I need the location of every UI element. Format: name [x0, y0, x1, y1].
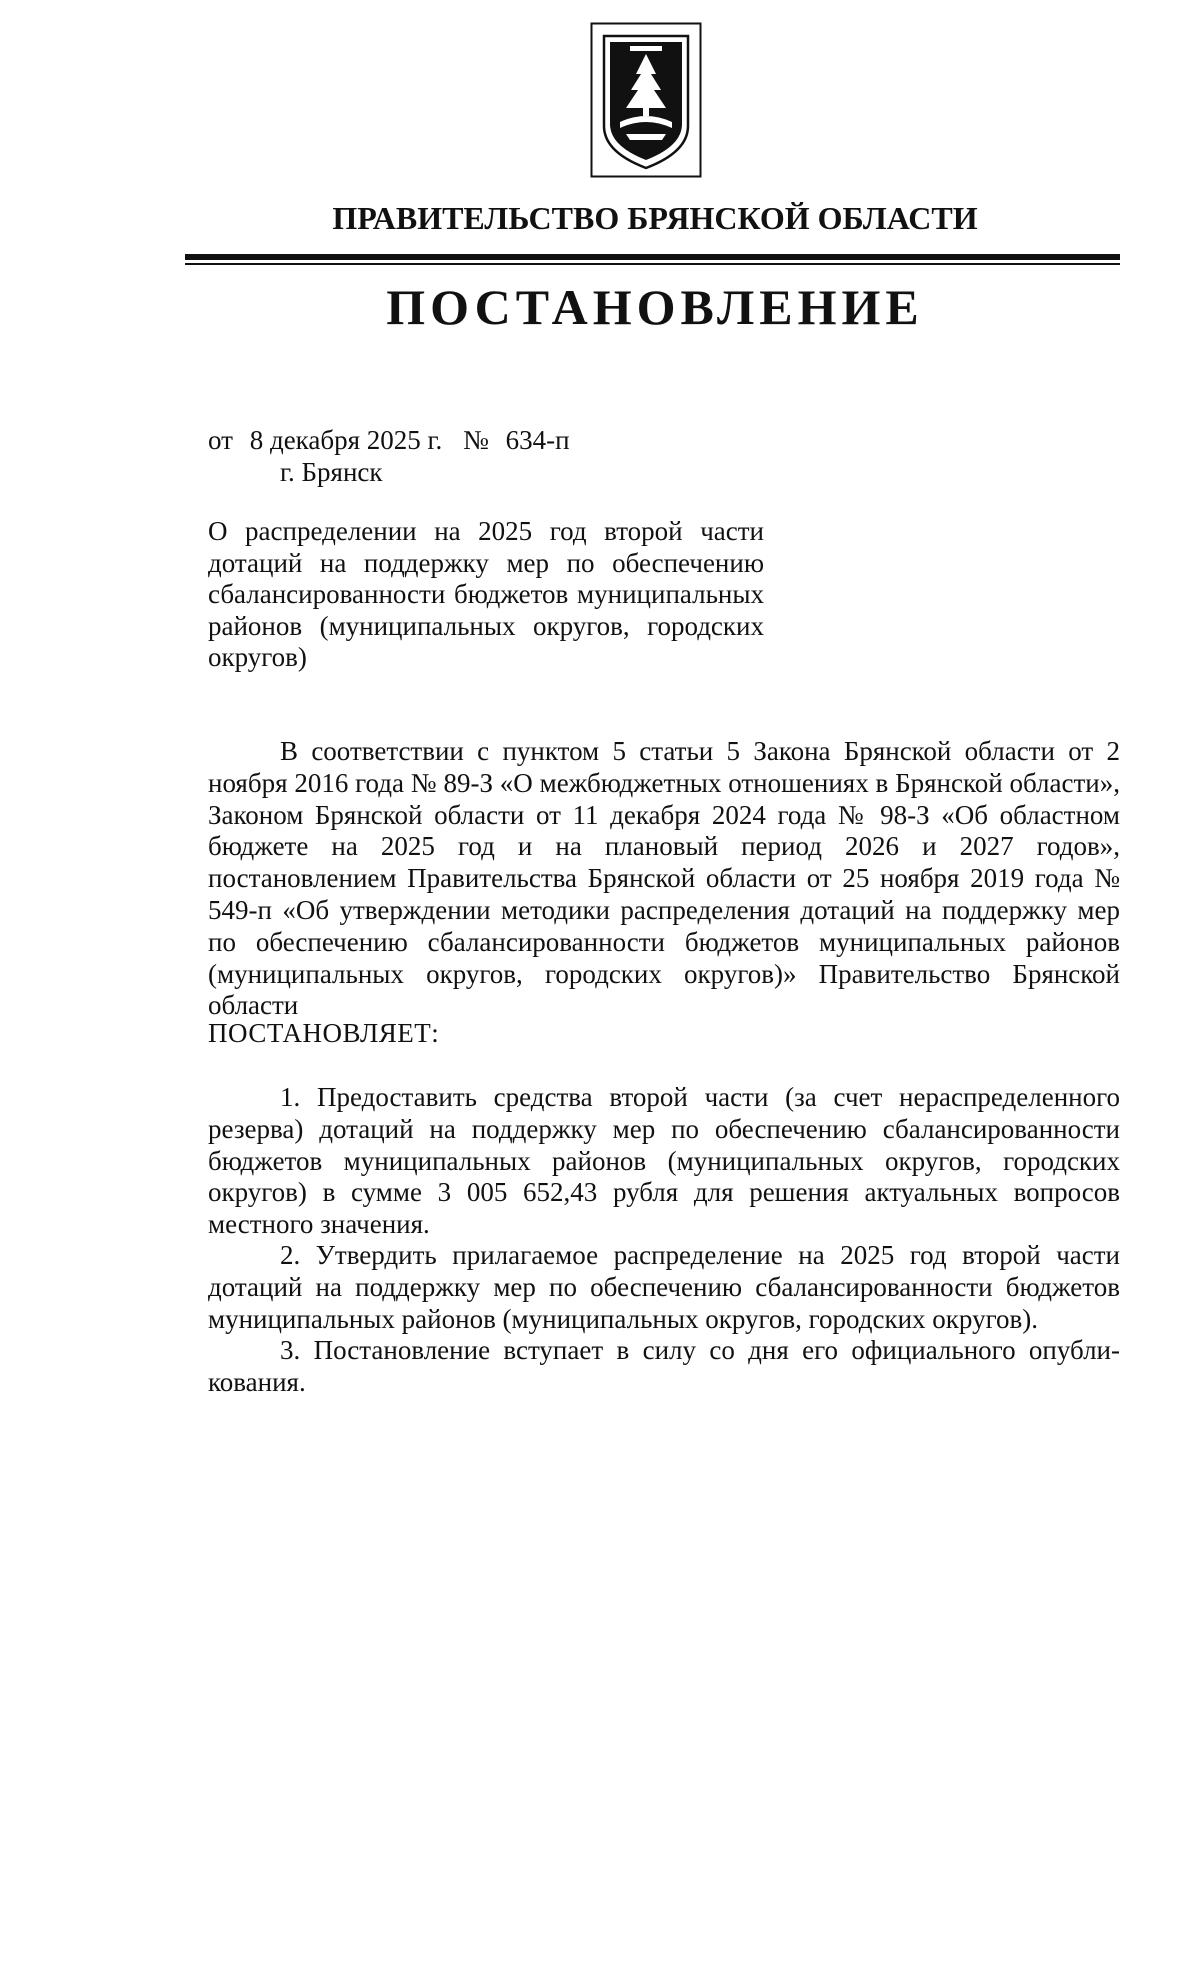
header-divider-thin	[185, 263, 1120, 265]
resolution-point-2: 2. Утвердить прилагаемое распределение на 2025 год второй части дотаций на поддержку мер по обеспечению сбалансированности бюджетов муниципальных районов (муниципальных округов, городских округов).	[208, 1240, 1120, 1334]
preamble-paragraph: В соответствии с пунктом 5 статьи 5 Закона Брянской области от 2 ноября 2016 года № 89-З «О межбюджетных отношениях в Брянской области», Законом Брянской области от 11 декабря 2024 года № 98-З «Об областном бюджете на 2025 год и на плановый период 2026 и 2027 годов», постановлением Правительства Брянской области от 25 ноября 2019 года № 549-п «Об утверждении методики распределения дотаций на поддержку мер по обеспечению сбалансированности бюджетов муниципальных районов (муниципальных округов, городских округов)» Правительство Брянской области	[208, 736, 1120, 1021]
organization-title: ПРАВИТЕЛЬСТВО БРЯНСКОЙ ОБЛАСТИ	[332, 200, 978, 236]
document-date: 8 декабря 2025 г.	[249, 425, 443, 455]
document-subject: О распределении на 2025 год второй части дотаций на поддержку мер по обеспечению сбалансированности бюджетов муниципальных районов (муниципальных округов, городских округов)	[208, 516, 764, 672]
resolution-point-1: 1. Предоставить средства второй части (за счет нераспределенного резерва) дотаций на поддержку мер по обеспечению сбалансированности бюджетов муниципальных районов (муниципальных округов, городских округов) в сумме 3 005 652,43 рубля для решения актуальных вопросов местного значения.	[208, 1082, 1120, 1240]
coat-of-arms-icon	[590, 22, 702, 178]
number-sign: №	[463, 425, 489, 455]
date-prefix: от	[208, 425, 233, 455]
resolution-point-3: 3. Постановление вступает в силу со дня его официального опубли-кования.	[208, 1335, 1120, 1397]
document-date-line	[208, 425, 570, 456]
header-divider-thick	[185, 254, 1120, 260]
resolves-heading: ПОСТАНОВЛЯЕТ:	[208, 1018, 440, 1048]
document-type-title: ПОСТАНОВЛЕНИЕ	[386, 279, 924, 335]
document-number: 634-п	[505, 425, 570, 455]
document-city: г. Брянск	[280, 457, 383, 487]
